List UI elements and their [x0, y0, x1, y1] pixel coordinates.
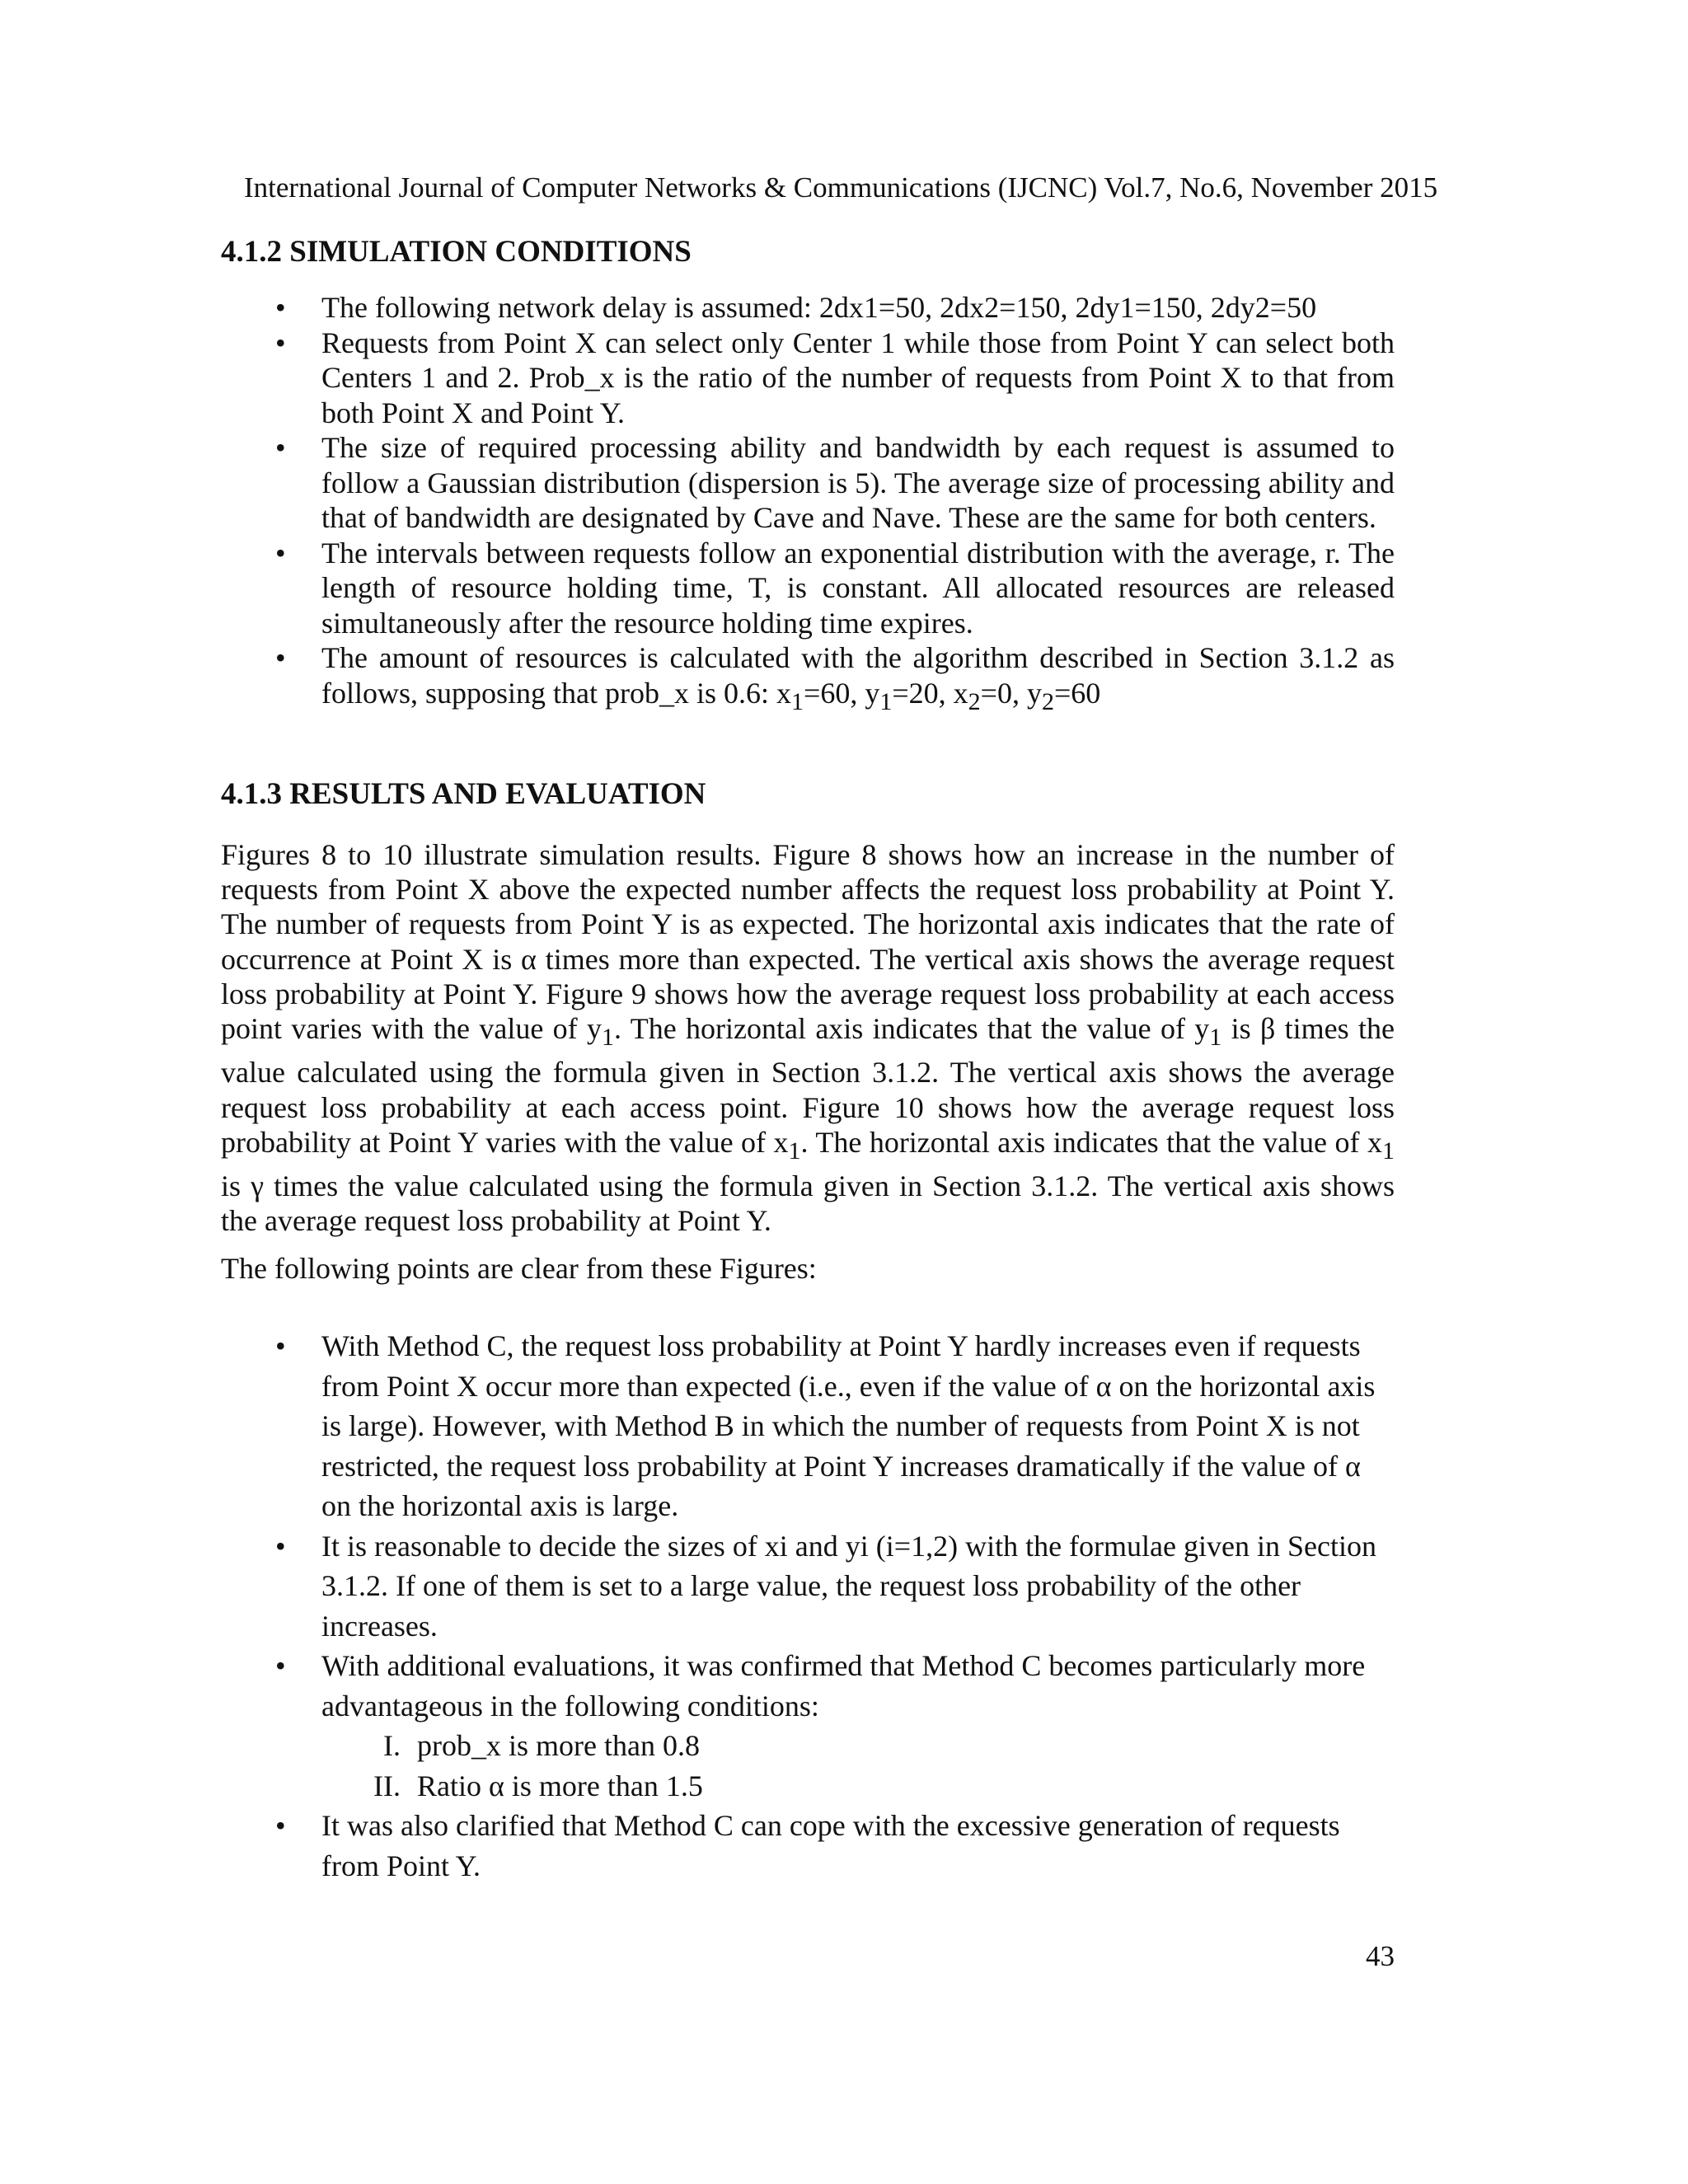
conditions-list	[321, 1726, 1395, 1806]
results-paragraph	[221, 837, 1395, 1239]
list-item: • It was also clarified that Method C can cope with the excessive generation of requests from Point Y.	[221, 1806, 1395, 1886]
var-x: x	[773, 1125, 789, 1159]
subscript: 2	[1041, 687, 1054, 715]
list-item: • With Method C, the request loss probability at Point Y hardly increases even if requests from Point X occur more than expected (i.e., even if the value of α on the horizontal axis is large). However, with Method B in which the number of requests from Point X is not restricted, the request loss probability at Point Y increases dramatically if the value of α on the horizontal axis is large.	[221, 1326, 1395, 1526]
subscript: 1	[1382, 1137, 1395, 1165]
list-item	[221, 640, 1395, 719]
page-number: 43	[1366, 1940, 1395, 1972]
roman-numeral: I.	[383, 1729, 401, 1762]
text-run: . The horizontal axis indicates that the value of	[614, 1012, 1195, 1046]
journal-header: International Journal of Computer Networks & Communications (IJCNC) Vol.7, No.6, November 2015	[244, 171, 1438, 204]
list-item: • The size of required processing ability and bandwidth by each request is assumed to follow a Gaussian distribution (dispersion is 5). The average size of processing ability and that of bandwidth are designated by Cave and Nave. These are the same for both centers.	[221, 430, 1395, 536]
var-x: x	[953, 676, 968, 710]
condition-item	[321, 1726, 1395, 1766]
list-item: • The intervals between requests follow an exponential distribution with the average, r. The length of resource holding time, T, is constant. All allocated resources are released simultaneously after the resource holding time expires.	[221, 536, 1395, 641]
roman-numeral: II.	[373, 1769, 401, 1802]
condition-text: prob_x is more than 0.8	[417, 1729, 700, 1762]
value: =0,	[980, 676, 1027, 710]
findings-list	[221, 1326, 1395, 1886]
value: =20,	[892, 676, 954, 710]
subscript: 1	[602, 1024, 614, 1052]
list-item-text: With additional evaluations, it was confirmed that Method C becomes particularly more advantageous in the following conditions:	[321, 1649, 1366, 1722]
var-x: x	[776, 676, 792, 710]
subscript: 1	[791, 687, 804, 715]
value: =60	[1053, 676, 1101, 710]
list-item: • It is reasonable to decide the sizes of xi and yi (i=1,2) with the formulae given in Section 3.1.2. If one of them is set to a large value, the request loss probability of the other increases.	[221, 1526, 1395, 1647]
var-y: y	[1194, 1012, 1210, 1046]
intro-paragraph: The following points are clear from these Figures:	[221, 1252, 817, 1285]
value: =60,	[804, 676, 865, 710]
var-y: y	[1026, 676, 1042, 710]
simulation-conditions-list	[221, 290, 1395, 719]
list-item-text: The amount of resources is calculated with the algorithm described in Section 3.1.2 as follows, supposing that prob_x is 0.6:	[321, 641, 1395, 710]
section-title-4-1-3: 4.1.3 RESULTS AND EVALUATION	[221, 777, 706, 811]
var-y: y	[587, 1012, 602, 1046]
section-title-4-1-2: 4.1.2 SIMULATION CONDITIONS	[221, 235, 692, 269]
text-run: Figures 8 to 10 illustrate simulation results. Figure 8 shows how an increase in the number of requests from Point X above the expected number affects the request loss probability at Point Y. The number of requests from Point Y is as expected. The horizontal axis indicates that the rate of occurrence at Point X is α times more than expected. The vertical axis shows the average request loss probability at Point Y. Figure 9 shows how the average request loss probability at each access point varies with the value of	[221, 838, 1395, 1046]
subscript: 2	[968, 687, 981, 715]
subscript: 1	[879, 687, 893, 715]
var-x: x	[1367, 1125, 1382, 1159]
text-run: is β times the value calculated using the formula given in Section 3.1.2. The vertical axis shows the average request loss probability at each access point. Figure 10 shows how the average request loss probability at Point Y varies with the value of	[221, 1012, 1395, 1159]
condition-text: Ratio α is more than 1.5	[417, 1769, 703, 1802]
list-item: • Requests from Point X can select only Center 1 while those from Point Y can select both Centers 1 and 2. Prob_x is the ratio of the number of requests from Point X to that from both Point X and Point Y.	[221, 326, 1395, 431]
condition-item	[321, 1766, 1395, 1807]
text-run: . The horizontal axis indicates that the value of	[800, 1125, 1367, 1159]
list-item	[221, 1646, 1395, 1806]
list-item: • The following network delay is assumed: 2dx1=50, 2dx2=150, 2dy1=150, 2dy2=50	[221, 290, 1395, 326]
subscript: 1	[788, 1137, 801, 1165]
text-run: is γ times the value calculated using the formula given in Section 3.1.2. The vertical axis shows the average request loss probability at Point Y.	[221, 1169, 1395, 1238]
var-y: y	[865, 676, 880, 710]
subscript: 1	[1209, 1024, 1222, 1052]
